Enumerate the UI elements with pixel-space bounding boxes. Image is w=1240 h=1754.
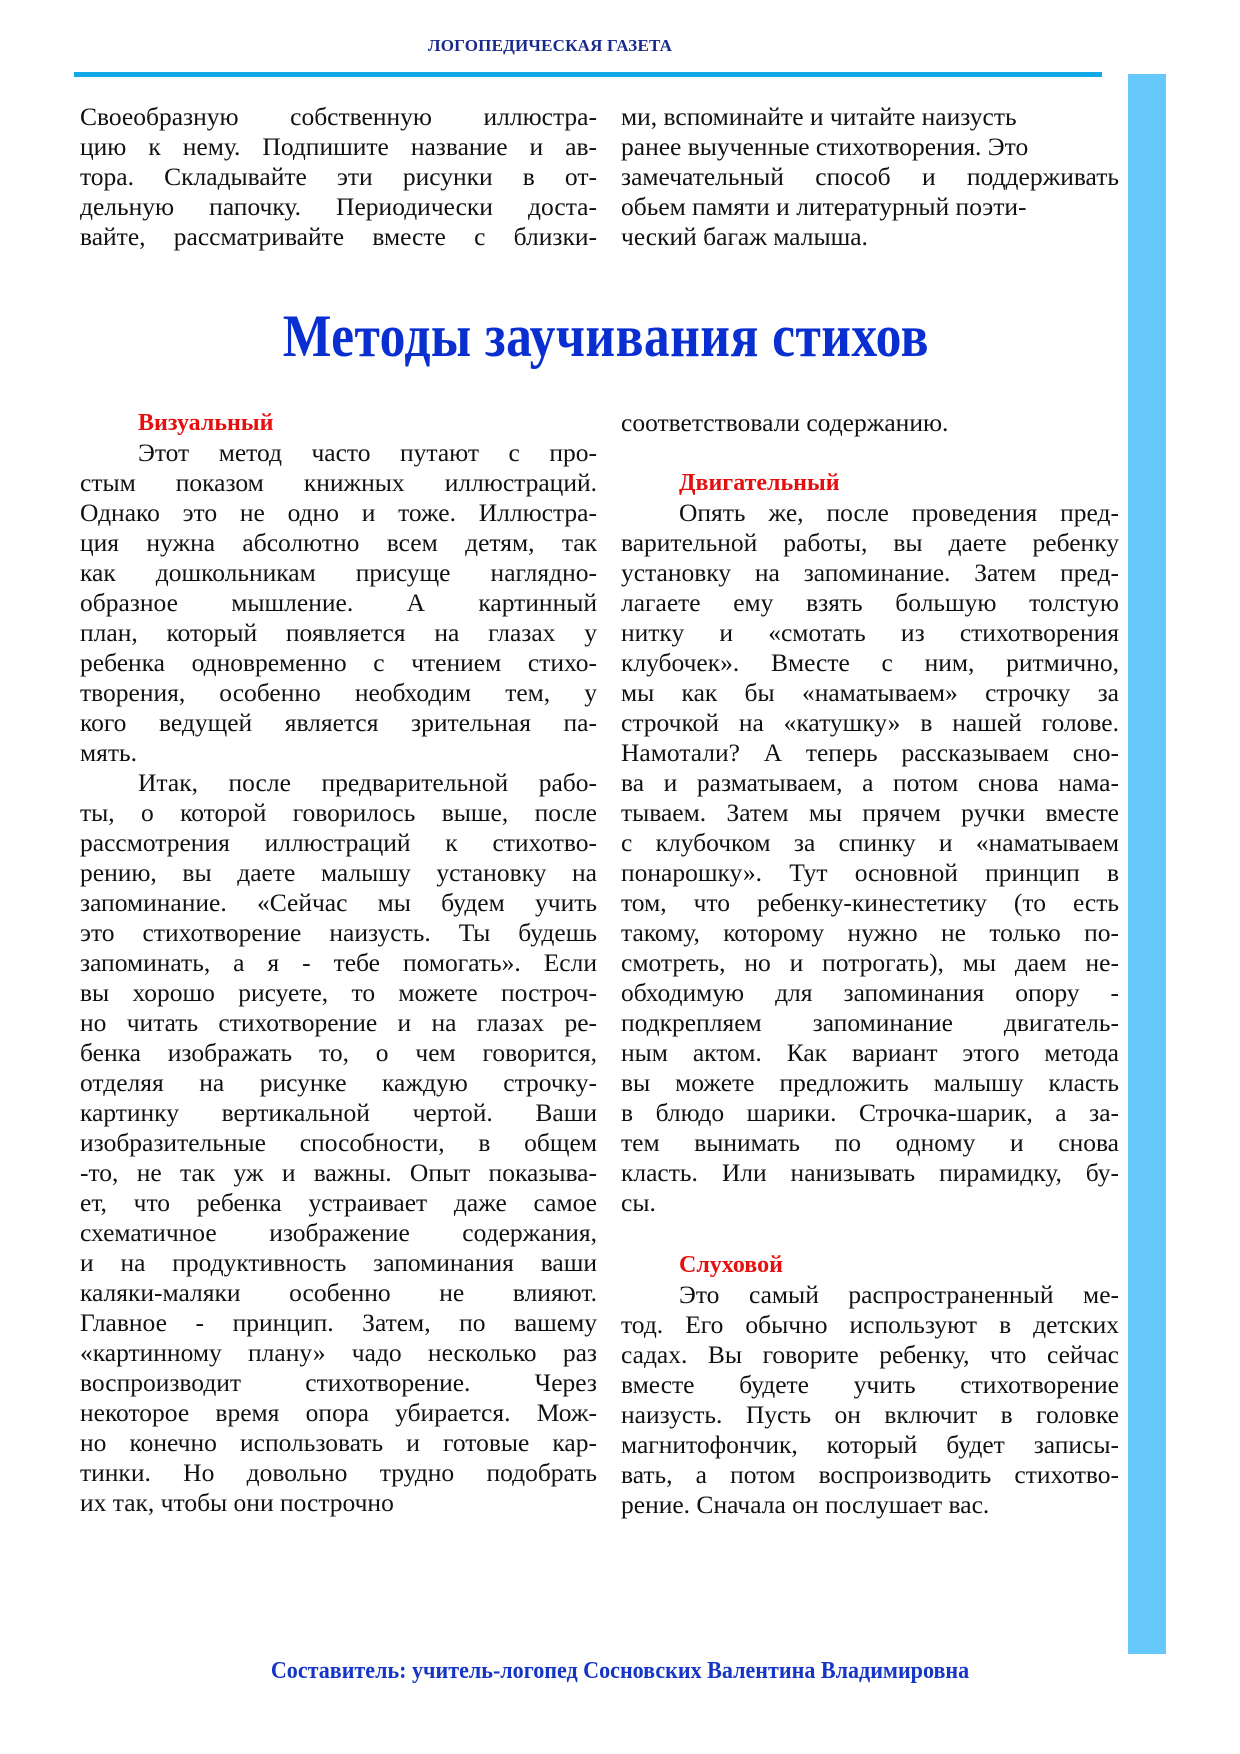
text-line: лагаете ему взять большую толстую [621, 588, 1119, 617]
text-line: рение. Сначала он послушает вас. [621, 1490, 990, 1519]
text-line: мы как бы «наматываем» строчку за [621, 678, 1119, 707]
text-line: клубочек». Вместе с ним, ритмично, [621, 648, 1119, 677]
text-line: ва и разматываем, а потом снова нама- [621, 768, 1119, 797]
text-line: понарошку». Тут основной принцип в [621, 858, 1119, 887]
text-line: наизусть. Пусть он включит в головке [621, 1400, 1119, 1429]
text-line: запоминать, а я - тебе помогать». Если [80, 948, 597, 977]
text-line: варительной работы, вы даете ребенку [621, 528, 1119, 557]
text-line: садах. Вы говорите ребенку, что сейчас [621, 1340, 1119, 1369]
text-line: такому, которому нужно не только по- [621, 918, 1119, 947]
text-line: творения, особенно необходим тем, у [80, 678, 597, 707]
text-line: тинки. Но довольно трудно подобрать [80, 1458, 597, 1487]
text-line: «картинному плану» чадо несколько раз [80, 1338, 597, 1367]
article-left-column [80, 408, 597, 1518]
text-line: ребенка одновременно с чтением стихо- [80, 648, 597, 677]
text-line: вы можете предложить малышу класть [621, 1068, 1119, 1097]
article-right-column [621, 408, 1119, 1520]
text-line: рению, вы даете малышу установку на [80, 858, 597, 887]
text-line: магнитофончик, который будет записы- [621, 1430, 1119, 1459]
section-heading-motor: Двигательный [679, 470, 840, 496]
text-line: тод. Его обычно используют в детских [621, 1310, 1119, 1339]
top-text-left-column [80, 102, 597, 252]
text-line: ция нужна абсолютно всем детям, так [80, 528, 597, 557]
text-line: схематичное изображение содержания, [80, 1218, 597, 1247]
text-line: образное мышление. А картинный [80, 588, 597, 617]
text-line: кого ведущей является зрительная па- [80, 708, 597, 737]
text-line: бенка изображать то, о чем говорится, [80, 1038, 597, 1067]
text-line: тора. Складывайте эти рисунки в от- [80, 162, 597, 191]
text-line: в блюдо шарики. Строчка-шарик, а за- [621, 1098, 1119, 1127]
text-line: обходимую для запоминания опору - [621, 978, 1119, 1007]
text-line: вайте, рассматривайте вместе с близки- [80, 222, 597, 251]
text-line: вы хорошо рисуете, то можете построч- [80, 978, 597, 1007]
text-line: тем вынимать по одному и снова [621, 1128, 1119, 1157]
text-line: смотреть, но и потрогать), мы даем не- [621, 948, 1119, 977]
text-line: дельную папочку. Периодически доста- [80, 192, 597, 221]
text-line: цию к нему. Подпишите название и ав- [80, 132, 597, 161]
text-line: тываем. Затем мы прячем ручки вместе [621, 798, 1119, 827]
article-title: Методы заучивания стихов [282, 303, 929, 369]
text-line: ным актом. Как вариант этого метода [621, 1038, 1119, 1067]
section-heading-visual: Визуальный [138, 410, 274, 436]
text-line: каляки-маляки особенно не влияют. [80, 1278, 597, 1307]
text-line: Своеобразную собственную иллюстра- [80, 102, 597, 131]
text-line: запоминание. «Сейчас мы будем учить [80, 888, 597, 917]
decorative-side-bar [1128, 74, 1166, 1654]
text-line: подкрепляем запоминание двигатель- [621, 1008, 1119, 1037]
text-line: рассмотрения иллюстраций к стихотво- [80, 828, 597, 857]
text-line: ми, вспоминайте и читайте наизусть [621, 102, 1017, 131]
text-line: Это самый распространенный ме- [679, 1280, 1119, 1309]
text-line: ранее выученные стихотворения. Это [621, 132, 1029, 161]
text-line: вать, а потом воспроизводить стихотво- [621, 1460, 1119, 1489]
top-text-right-column [621, 102, 1119, 252]
text-line: Этот метод часто путают с про- [138, 438, 597, 467]
text-line: сы. [621, 1188, 656, 1217]
text-line: картинку вертикальной чертой. Ваши [80, 1098, 597, 1127]
text-line: ет, что ребенка устраивает даже самое [80, 1188, 597, 1217]
text-line: план, который появляется на глазах у [80, 618, 597, 647]
header-divider [74, 72, 1102, 77]
publication-header: ЛОГОПЕДИЧЕСКАЯ ГАЗЕТА [427, 36, 673, 55]
text-line: их так, чтобы они построчно [80, 1488, 394, 1517]
author-credit: Составитель: учитель-логопед Сосновских Валентина Владимировна [270, 1658, 970, 1684]
text-line: Опять же, после проведения пред- [679, 498, 1119, 527]
text-line: Итак, после предварительной рабо- [138, 768, 597, 797]
text-line: Однако это не одно и тоже. Иллюстра- [80, 498, 597, 527]
text-line: воспроизводит стихотворение. Через [80, 1368, 597, 1397]
text-line: с клубочком за спинку и «наматываем [621, 828, 1119, 857]
text-line: соответствовали содержанию. [621, 408, 949, 437]
text-line: Намотали? А теперь рассказываем сно- [621, 738, 1119, 767]
text-line: обьем памяти и литературный поэти- [621, 192, 1027, 221]
text-line: замечательный способ и поддерживать [621, 162, 1119, 191]
text-line: ты, о которой говорилось выше, после [80, 798, 597, 827]
text-line: ческий багаж малыша. [621, 222, 868, 251]
text-line: но конечно использовать и готовые кар- [80, 1428, 597, 1457]
text-line: и на продуктивность запоминания ваши [80, 1248, 597, 1277]
text-line: нитку и «смотать из стихотворения [621, 618, 1119, 647]
text-line: отделяя на рисунке каждую строчку- [80, 1068, 597, 1097]
text-line: вместе будете учить стихотворение [621, 1370, 1119, 1399]
text-line: некоторое время опора убирается. Мож- [80, 1398, 597, 1427]
text-line: стым показом книжных иллюстраций. [80, 468, 597, 497]
text-line: строчкой на «катушку» в нашей голове. [621, 708, 1119, 737]
text-line: класть. Или нанизывать пирамидку, бу- [621, 1158, 1119, 1187]
text-line: Главное - принцип. Затем, по вашему [80, 1308, 597, 1337]
text-line: том, что ребенку-кинестетику (то есть [621, 888, 1119, 917]
text-line: это стихотворение наизусть. Ты будешь [80, 918, 597, 947]
text-line: изобразительные способности, в общем [80, 1128, 597, 1157]
text-line: как дошкольникам присуще наглядно- [80, 558, 597, 587]
text-line: установку на запоминание. Затем пред- [621, 558, 1119, 587]
text-line: -то, не так уж и важны. Опыт показыва- [80, 1158, 597, 1187]
text-line: но читать стихотворение и на глазах ре- [80, 1008, 597, 1037]
section-heading-auditory: Слуховой [679, 1252, 783, 1278]
text-line: мять. [80, 738, 138, 767]
